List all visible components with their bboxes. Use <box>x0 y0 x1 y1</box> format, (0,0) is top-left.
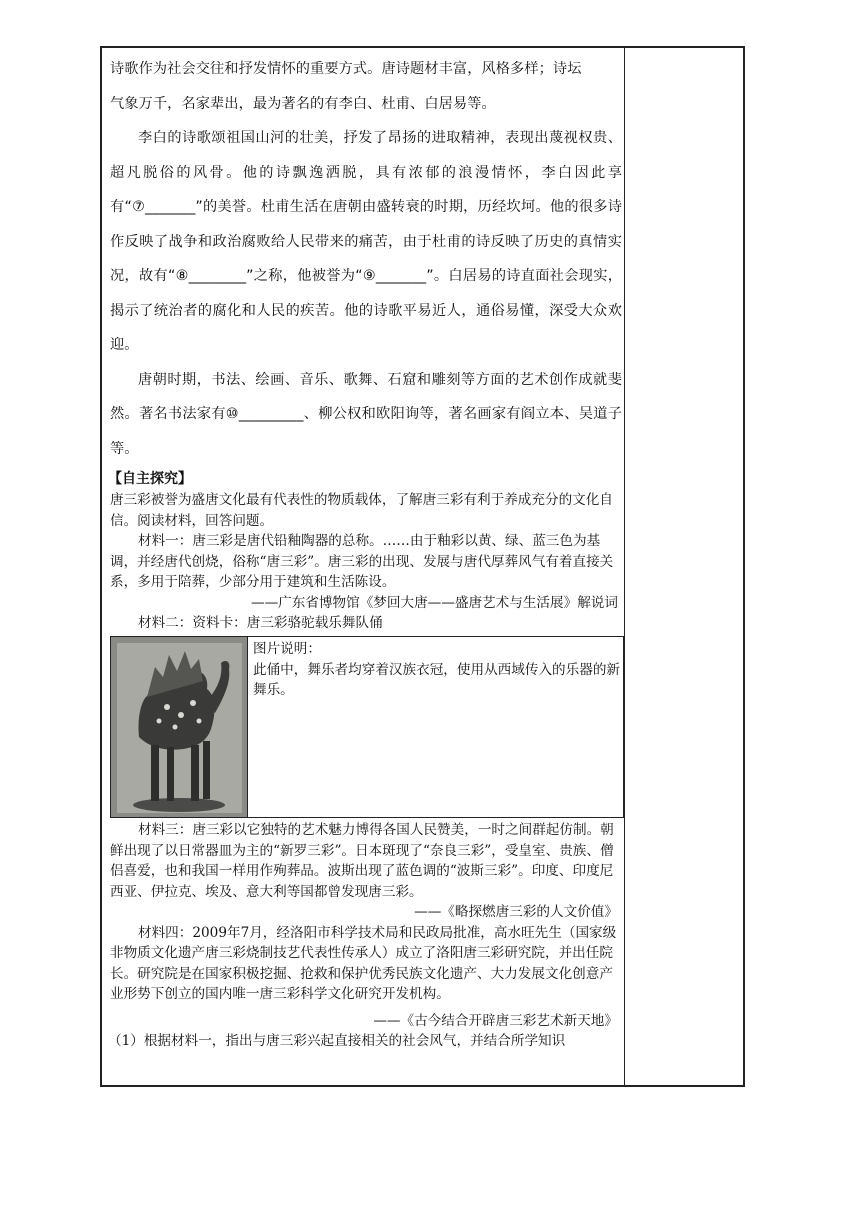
poetry-paragraph-line1: 诗歌作为社会交往和抒发情怀的重要方式。唐诗题材丰富，风格多样；诗坛 <box>110 61 582 77</box>
figure-caption-text: 此俑中，舞乐者均穿着汉族衣冠，使用从西域传入的乐器的新舞乐。 <box>253 661 621 698</box>
inquiry-heading: 【自主探究】 <box>108 471 192 487</box>
material-4: 材料四：2009年7月，经洛阳市科学技术局和民政局批准，高水旺先生（国家级非物质文化遗产唐三彩烧制技艺代表性传承人）成立了洛阳唐三彩研究院，并出任院长。研究院是在国家积极挖掘、抢救和保护优秀民族文化遗产、大力发展文化创意产业形势下创立的国内唯一唐三彩科学文化研究开发机构。 <box>110 924 617 1002</box>
figure-caption <box>253 639 623 701</box>
camel-figurine-icon <box>111 637 248 817</box>
material-1-source: ——广东省博物馆《梦回大唐——盛唐艺术与生活展》解说词 <box>250 594 618 611</box>
inquiry-intro: 唐三彩被誉为盛唐文化最有代表性的物质载体，了解唐三彩有利于养成充分的文化自信。阅读材料，回答问题。 <box>110 492 613 529</box>
question-1: （1）根据材料一，指出与唐三彩兴起直接相关的社会风气，并结合所学知识 <box>108 1033 566 1049</box>
material-2-label: 材料二：资料卡：唐三彩骆驼载乐舞队俑 <box>138 615 383 631</box>
material-1: 材料一：唐三彩是唐代铅釉陶器的总称。……由于釉彩以黄、绿、蓝三色为基调，并经唐代创烧，俗称“唐三彩”。唐三彩的出现、发展与唐代厚葬风气有着直接关系，多用于陪葬，少部分用于建筑和生活陈设。 <box>110 533 614 590</box>
figure-box <box>110 636 624 818</box>
materials-lower <box>110 820 622 1052</box>
document-table <box>100 46 745 1087</box>
main-column <box>110 52 622 634</box>
material-3-source: ——《略探燃唐三彩的人文价值》 <box>414 904 618 920</box>
material-3: 材料三：唐三彩以它独特的艺术魅力博得各国人民赞美，一时之间群起仿制。朝鲜出现了以日常器皿为主的“新罗三彩”。日本斑现了“奈良三彩”，受皇室、贵族、僧侣喜爱，也和我国一样用作殉葬品。波斯出现了蓝色调的“波斯三彩”。印度、印度尼西亚、伊拉克、埃及、意大利等国都曾发现唐三彩。 <box>110 822 614 900</box>
poets-paragraph: 李白的诗歌颂祖国山河的壮美，抒发了昂扬的进取精神，表现出蔑视权贵、超凡脱俗的风骨。他的诗飘逸洒脱，具有浓郁的浪漫情怀，李白因此享有“⑦_______”的美誉。杜甫生活在唐朝由盛转衰的时期，历经坎坷。他的很多诗作反映了战争和政治腐败给人民带来的痛苦，由于杜甫的诗反映了历史的真情实况，故有“⑧________”之称，他被誉为“⑨_______”。白居易的诗直面社会现实，揭示了统治者的腐化和人民的疾苦。他的诗歌平易近人，通俗易懂，深受大众欢迎。 <box>110 130 622 353</box>
poetry-paragraph-line2: 气象万千，名家辈出，最为著名的有李白、杜甫、白居易等。 <box>110 95 496 112</box>
arts-paragraph: 唐朝时期，书法、绘画、音乐、歌舞、石窟和雕刻等方面的艺术创作成就斐然。著名书法家有⑩_________、柳公权和欧阳询等，著名画家有阎立本、吴道子等。 <box>110 371 622 457</box>
material-4-source: ——《古今结合开辟唐三彩艺术新天地》 <box>373 1012 618 1029</box>
column-divider <box>624 48 625 1085</box>
camel-figurine-image <box>111 637 248 817</box>
figure-row <box>102 634 624 820</box>
figure-caption-title: 图片说明： <box>253 641 321 657</box>
